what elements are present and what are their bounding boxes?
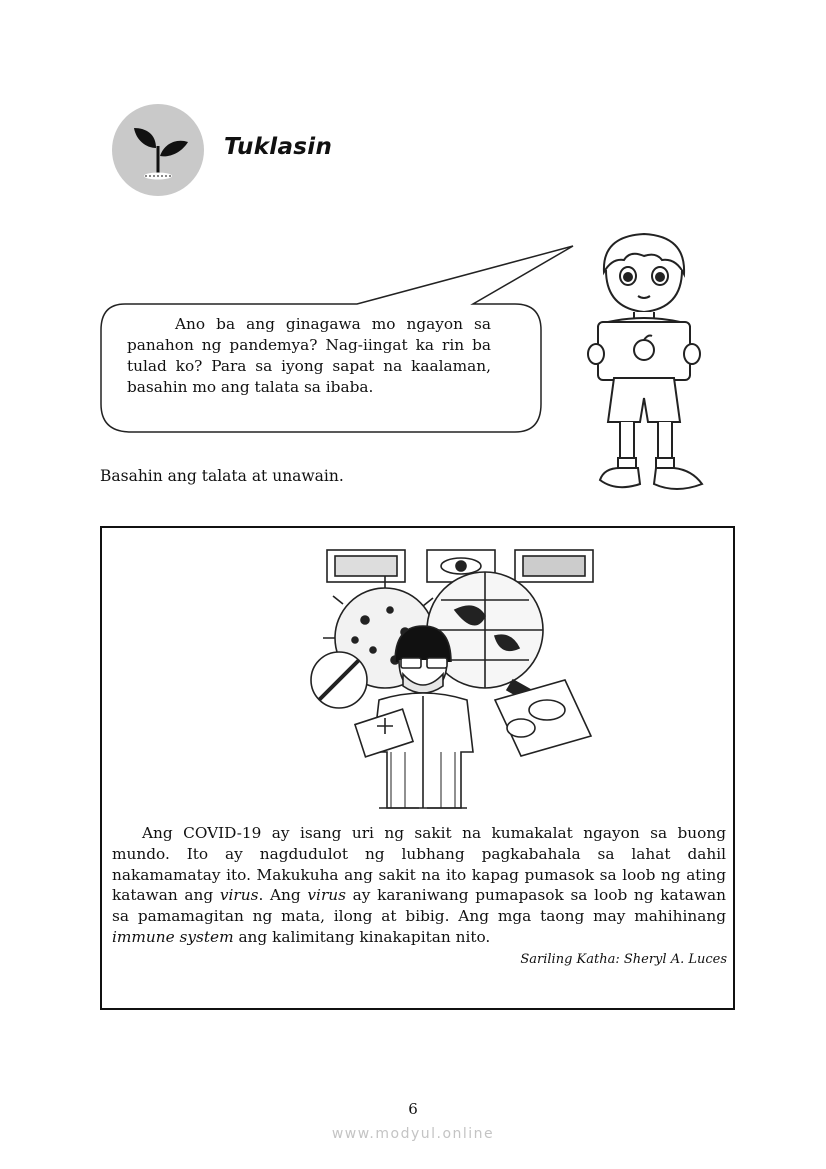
virus-term: virus (307, 886, 346, 905)
reading-passage: Ang COVID-19 ay isang uri ng sakit na kumakalat ngayon sa buong mundo. Ito ay nagdudulot ng lubhang pagkabahala sa lahat dahil nakamamatay ito. Makukuha ang sakit na ito kapag pumasok sa loob ng ating katawan ang virus. Ang virus ay karaniwang pumapasok sa loob ng katawan sa pamamagitan ng mata, ilong at bibig. Ang mga taong may mahihinang immune system ang kalimitang kinakapitan nito. (112, 824, 726, 946)
page-number: 6 (408, 1100, 418, 1118)
speech-bubble-text: Ano ba ang ginagawa mo ngayon sa panahon ng pandemya? Nag-iingat ka rin ba tulad ko? Para sa iyong sapat na kaalaman, basahin mo ang talata sa ibaba. (127, 315, 491, 396)
watermark: www.modyul.online (331, 1126, 495, 1142)
immune-system-term: immune system (112, 927, 234, 946)
virus-term: virus (219, 886, 259, 905)
boy-holding-tablet-illustration (564, 222, 724, 504)
attribution: Sariling Katha: Sheryl A. Luces (520, 952, 727, 967)
covid-doctor-illustration (295, 540, 595, 812)
section-title: Tuklasin (224, 134, 333, 160)
sprout-icon (112, 104, 204, 196)
instruction-text: Basahin ang talata at unawain. (100, 467, 344, 485)
section-icon-badge (112, 104, 204, 196)
